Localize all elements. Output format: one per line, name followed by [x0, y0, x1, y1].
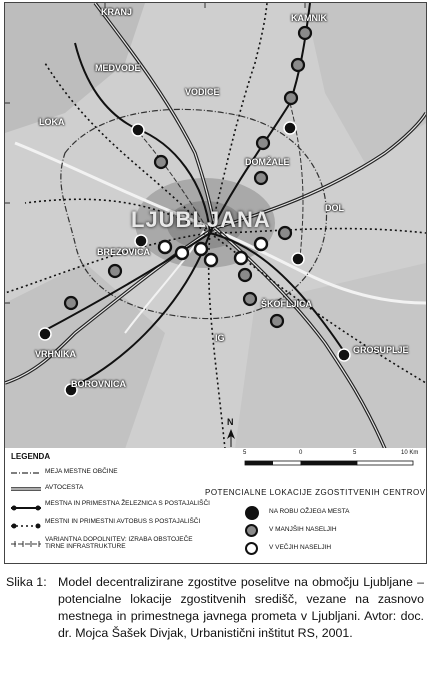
scale-bar: [243, 450, 423, 474]
place-loka: LOKA: [39, 117, 65, 127]
place-kranj: KRANJ: [101, 7, 133, 17]
legend-item-motorway: [5, 482, 205, 500]
black-circle-icon: [245, 506, 259, 520]
place-skofljica: ŠKOFLJICA: [261, 299, 313, 309]
centre-label: V MANJŠIH NASELJIH: [269, 526, 337, 533]
legend-item-label: MESTNA IN PRIMESTNA ŽELEZNICA S POSTAJALIŠČI: [45, 500, 210, 507]
place-vodice: VODICE: [185, 87, 220, 97]
white-circle-icon: [245, 542, 258, 555]
scale-tick: 10 Km: [401, 450, 419, 456]
grey-circle-icon: [245, 524, 258, 537]
legend-item-railway: [5, 500, 210, 518]
place-domzale: DOMŽALE: [245, 157, 290, 167]
legend-item-label: VARIANTNA DOPOLNITEV: IZRABA OBSTOJEČE TIRNE INFRASTRUKTURE: [45, 536, 193, 550]
legend-item-label: MESTNI IN PRIMESTNI AVTOBUS S POSTAJALIŠČI: [45, 518, 201, 525]
map: [4, 2, 427, 450]
legend-title: LEGENDA: [11, 452, 51, 461]
place-dol: DOL: [325, 203, 344, 213]
place-medvode: MEDVODE: [95, 63, 141, 73]
legend-item-label: MEJA MESTNE OBČINE: [45, 468, 118, 475]
north-label: N: [227, 417, 234, 427]
caption-text: Model decentralizirane zgostitve poselitve na območju Ljubljane – potencialne lokacije zgostitvenih središč, vezane na zasnovo mestnega in primestnega javnega prometa v Ljubljani. Avtor: doc. dr. Mojca Šašek Divjak, Urbanistični inštitut RS, 2001.: [58, 575, 424, 640]
caption-prefix: Slika 1:: [6, 575, 47, 589]
motorway-line-icon: [11, 484, 41, 494]
legend-item-bus: [5, 518, 205, 536]
scale-bar-graphic: [243, 459, 423, 469]
legend-panel: [4, 448, 427, 564]
place-kamnik: KAMNIK: [291, 13, 327, 23]
centre-label: V VEČJIH NASELJIH: [269, 544, 332, 551]
legend-item-label: AVTOCESTA: [45, 484, 84, 491]
centre-label: NA ROBU OŽJEGA MESTA: [269, 508, 350, 515]
scale-tick: 5: [353, 450, 357, 456]
place-ig: IG: [215, 333, 225, 343]
place-borovnica: BOROVNICA: [71, 379, 127, 389]
legend-item-variant: [5, 536, 205, 554]
place-vrhnika: VRHNIKA: [35, 349, 77, 359]
centres-title: POTENCIALNE LOKACIJE ZGOSTITVENIH CENTROV: [205, 488, 426, 497]
bus-line-icon: [11, 520, 41, 532]
scale-tick: 5: [243, 450, 247, 456]
place-grosuplje: GROSUPLJE: [353, 345, 409, 355]
place-brezovica: BREZOVICA: [97, 247, 151, 257]
railway-line-icon: [11, 502, 41, 514]
place-ljubljana: LJUBLJANA: [131, 207, 271, 232]
boundary-line-icon: [11, 468, 41, 478]
scale-tick: 0: [299, 450, 303, 456]
variant-rail-icon: [11, 538, 41, 550]
